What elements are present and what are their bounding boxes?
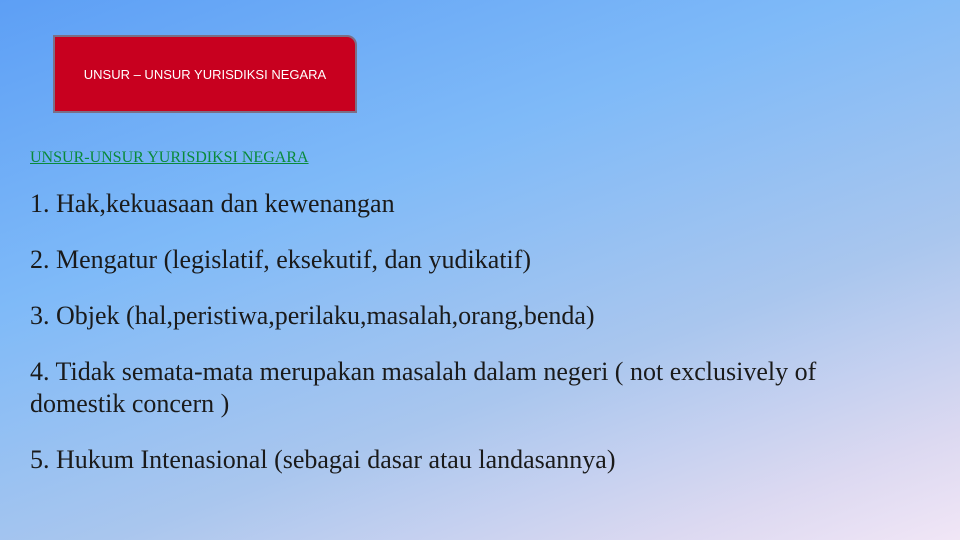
elements-list — [30, 188, 910, 500]
section-heading: UNSUR-UNSUR YURISDIKSI NEGARA — [30, 149, 309, 166]
list-item: 1. Hak,kekuasaan dan kewenangan — [30, 189, 395, 218]
list-item: 3. Objek (hal,peristiwa,perilaku,masalah,orang,benda) — [30, 301, 595, 330]
list-item: 2. Mengatur (legislatif, eksekutif, dan yudikatif) — [30, 245, 532, 274]
list-item: 5. Hukum Intenasional (sebagai dasar atau landasannya) — [30, 445, 616, 474]
title-banner — [53, 35, 357, 113]
title-banner-text: UNSUR – UNSUR YURISDIKSI NEGARA — [83, 66, 327, 82]
list-item: 4. Tidak semata-mata merupakan masalah dalam negeri ( not exclusively of domestik concern ) — [30, 357, 817, 418]
